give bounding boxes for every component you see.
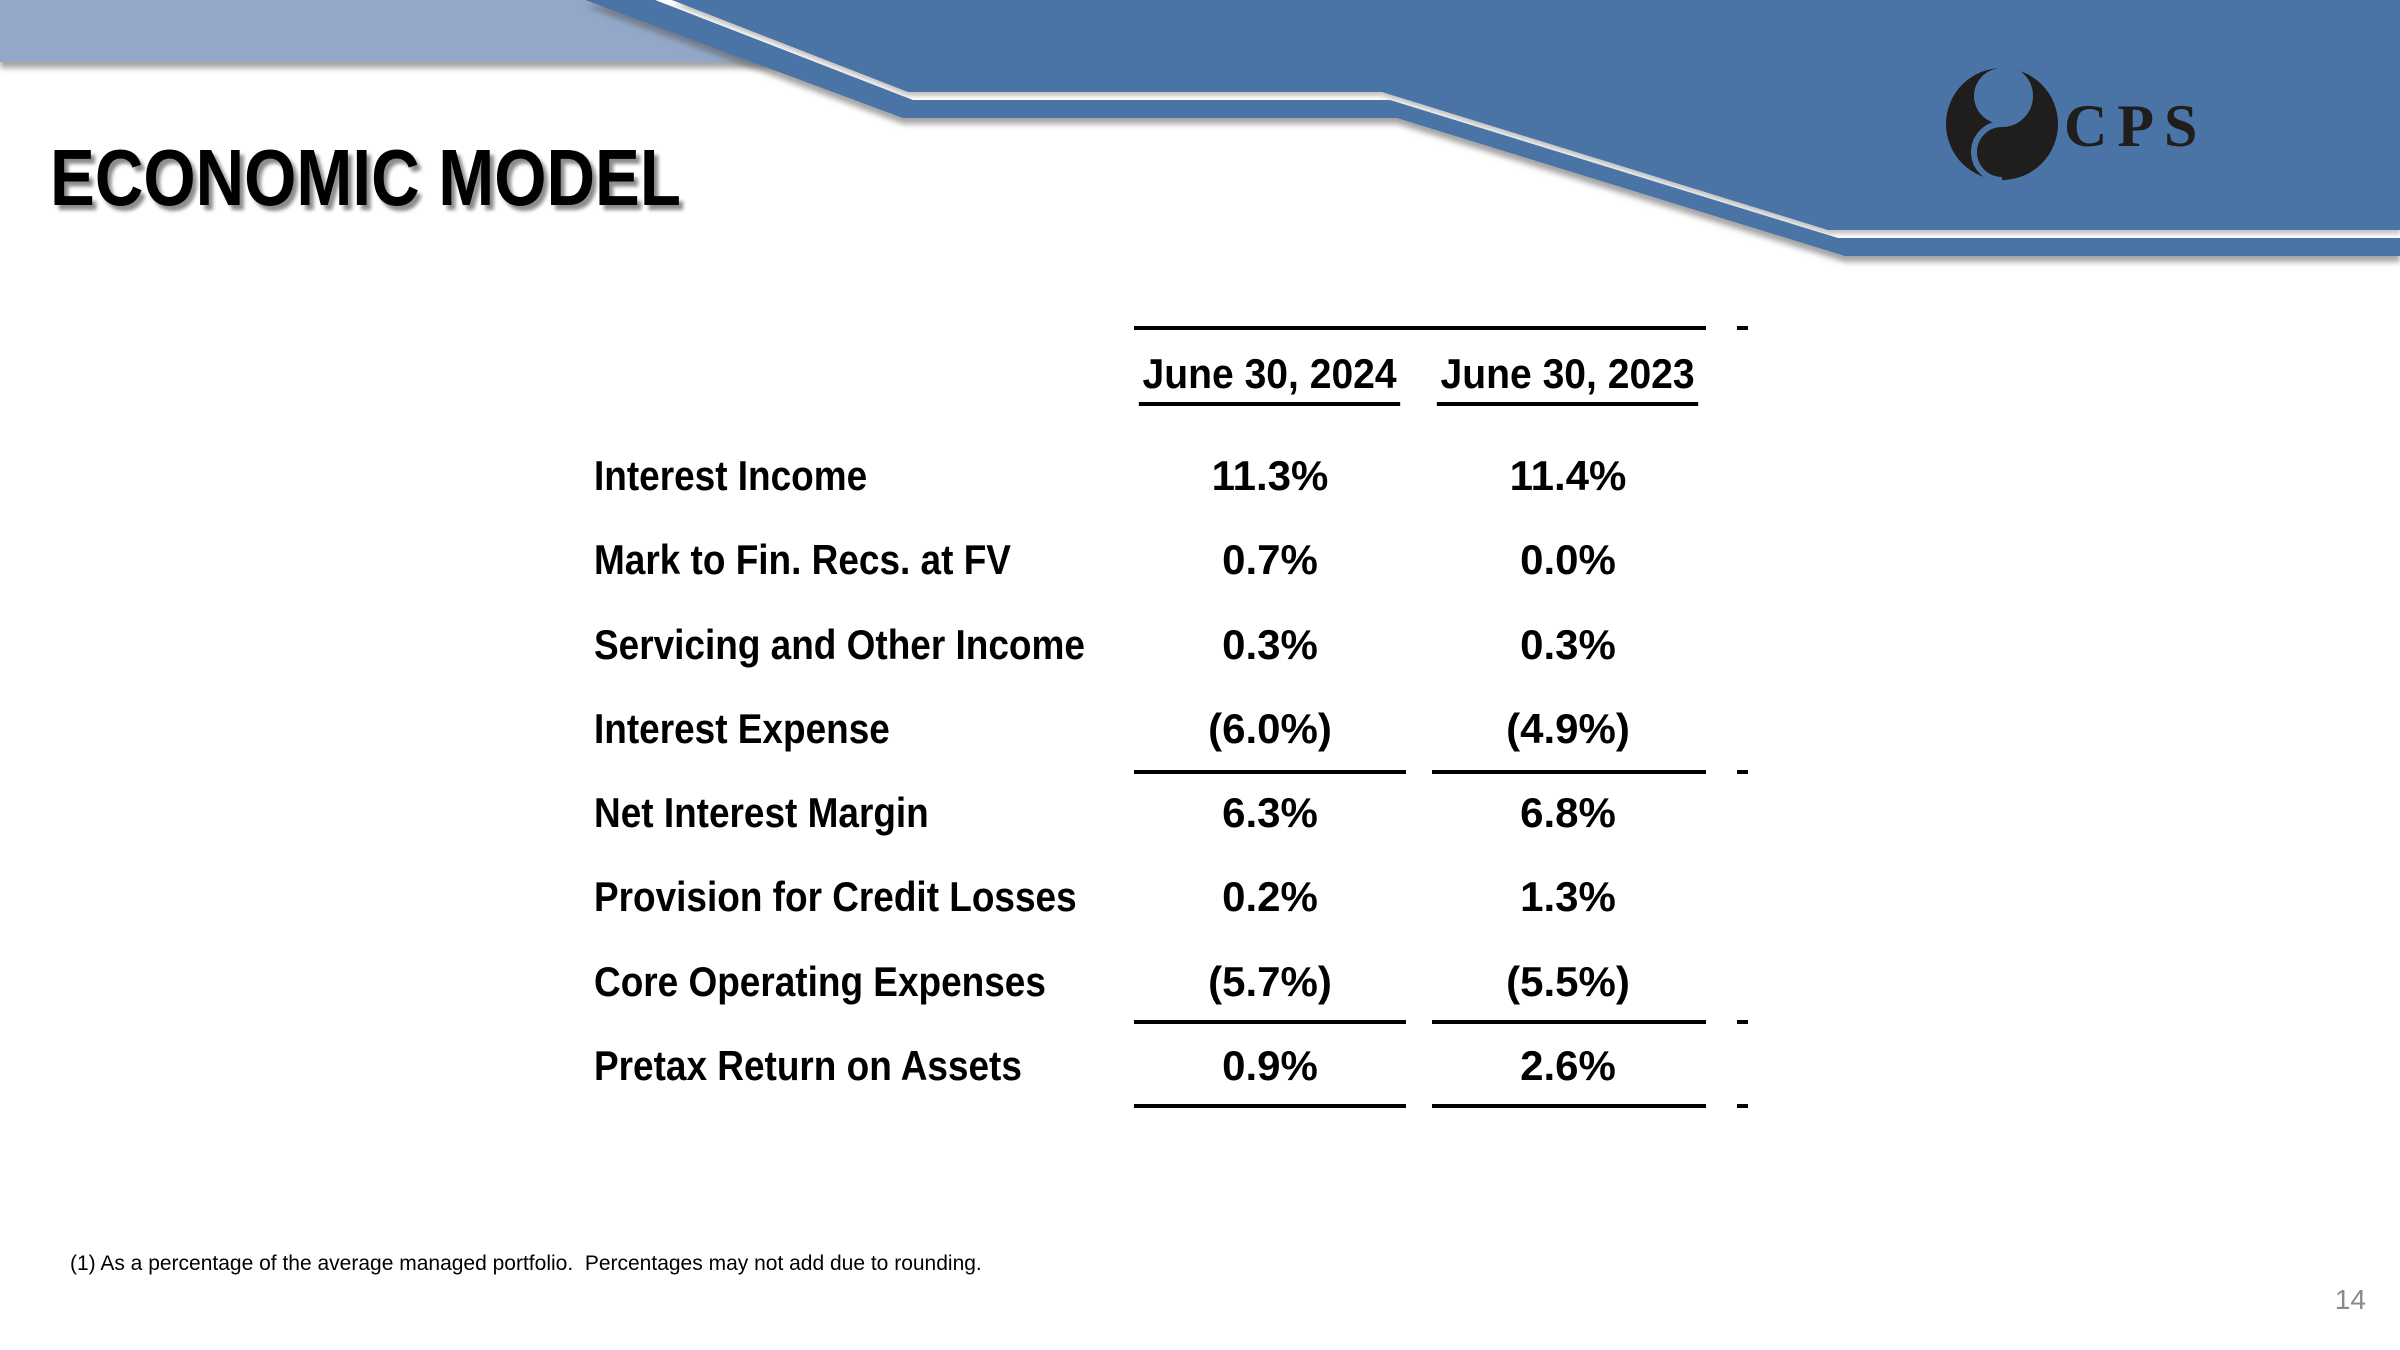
row-value-2023: 11.4% xyxy=(1509,452,1627,499)
row-value-2024: 0.2% xyxy=(1222,873,1318,920)
row-label: Core Operating Expenses xyxy=(594,958,1046,1005)
page-title: ECONOMIC MODEL xyxy=(50,133,681,222)
row-value-2024: 0.9% xyxy=(1222,1042,1318,1089)
table-rule-top xyxy=(1134,326,1706,330)
table-rule xyxy=(1134,770,1406,774)
row-label: Mark to Fin. Recs. at FV xyxy=(594,536,1011,583)
row-value-2024: 11.3% xyxy=(1211,452,1329,499)
row-value-2024: 6.3% xyxy=(1222,789,1318,836)
row-value-2023: 0.0% xyxy=(1520,536,1616,583)
row-value-2023: 0.3% xyxy=(1520,621,1616,668)
row-label: Net Interest Margin xyxy=(594,789,929,836)
row-value-2023: 1.3% xyxy=(1520,873,1616,920)
table-row xyxy=(594,870,1744,924)
table-rule xyxy=(1432,1020,1706,1024)
table-row xyxy=(594,533,1744,587)
row-label: Pretax Return on Assets xyxy=(594,1042,1022,1089)
rule-end-tick xyxy=(1737,326,1748,330)
footnote: (1) As a percentage of the average managed portfolio. Percentages may not add due to rounding. xyxy=(70,1252,982,1275)
table-row xyxy=(594,955,1744,1009)
row-label: Interest Expense xyxy=(594,705,890,752)
table-rule xyxy=(1432,770,1706,774)
row-value-2024: 0.3% xyxy=(1222,621,1318,668)
row-label: Interest Income xyxy=(594,452,868,499)
rule-end-tick xyxy=(1737,770,1748,774)
row-label: Servicing and Other Income xyxy=(594,621,1085,668)
rule-end-tick xyxy=(1737,1104,1748,1108)
row-value-2024: (5.7%) xyxy=(1208,958,1332,1005)
table-rule-bottom xyxy=(1134,1104,1406,1108)
table-row xyxy=(594,618,1744,672)
table-rule xyxy=(1134,1020,1406,1024)
row-value-2024: (6.0%) xyxy=(1208,705,1332,752)
table-row xyxy=(594,786,1744,840)
table-row xyxy=(594,702,1744,756)
row-value-2024: 0.7% xyxy=(1222,536,1318,583)
table-row xyxy=(594,449,1744,503)
row-value-2023: (4.9%) xyxy=(1506,705,1630,752)
cps-logo-text: CPS xyxy=(2064,93,2208,159)
table-rule-bottom xyxy=(1432,1104,1706,1108)
table-row xyxy=(594,1039,1744,1093)
column-header-2023: June 30, 2023 xyxy=(1432,351,1704,405)
rule-end-tick xyxy=(1737,1020,1748,1024)
row-value-2023: (5.5%) xyxy=(1506,958,1630,1005)
row-label: Provision for Credit Losses xyxy=(594,873,1077,920)
row-value-2023: 2.6% xyxy=(1520,1042,1616,1089)
row-value-2023: 6.8% xyxy=(1520,789,1616,836)
page-number: 14 xyxy=(2334,1284,2366,1315)
column-header-2024: June 30, 2024 xyxy=(1134,351,1406,405)
